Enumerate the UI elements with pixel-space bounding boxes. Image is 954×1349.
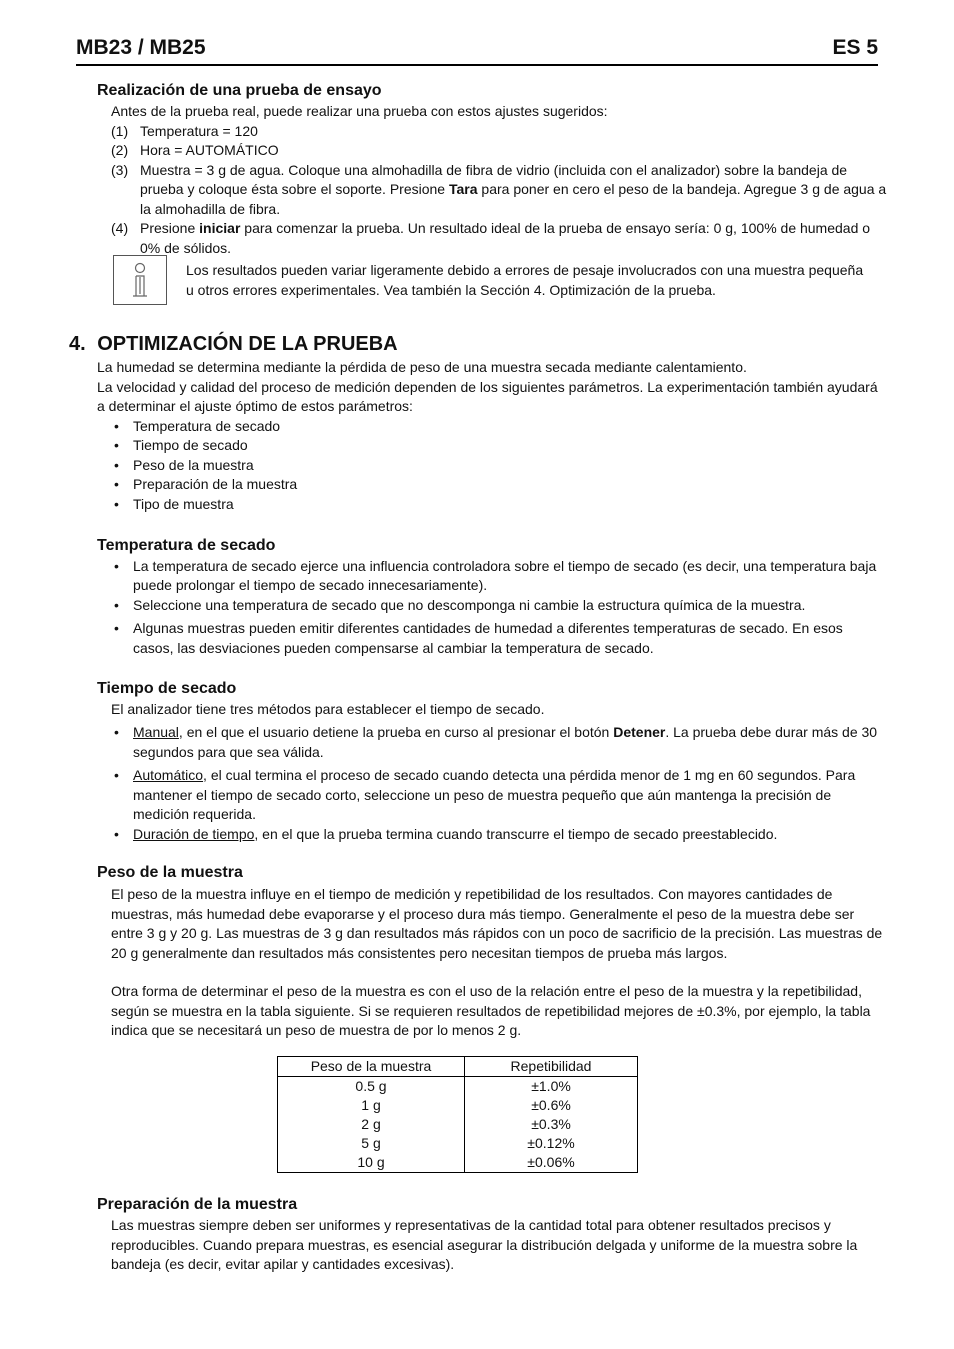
list-item: • Automático, el cual termina el proceso de secado cuando detecta una pérdida menor de 1 mg en 60 segundos. Para mantener el tiempo de secado corto, seleccione un peso de muestra pequeño que aún mantenga la precisión de medición requerida. [111, 766, 887, 825]
time-section [97, 679, 887, 699]
trial-step: (1) Temperatura = 120 [111, 122, 258, 139]
table-row: 10 g ±0.06% [278, 1153, 638, 1173]
section-number: 4. [69, 333, 86, 355]
repeatability-table [277, 1056, 638, 1173]
note-icon [113, 255, 167, 305]
trial-step: (4) Presione iniciar para comenzar la prueba. Un resultado ideal de la prueba de ensayo sería: 0 g, 100% de humedad o 0% de sólidos. [111, 220, 871, 256]
table-row: 0.5 g ±1.0% [278, 1077, 638, 1097]
weight-section [97, 863, 887, 883]
weight-p2: Otra forma de determinar el peso de la muestra es con el uso de la relación entre el peso de la muestra y la repetibilidad, según se muestra en la tabla siguiente. Si se requieren resultados de repetibilidad mejores de ±0.3%, por ejemplo, la tabla indica que se necesitará un peso de muestra de por lo menos 2 g. [111, 983, 871, 1038]
trial-step: (3) Muestra = 3 g de agua. Coloque una almohadilla de fibra de vidrio (incluida con el analizador) sobre la bandeja de prueba y coloque ésta sobre el soporte. Presione Tara para poner en cero el peso de la bandeja. Agregue 3 g de agua a la almohadilla de fibra. [111, 161, 887, 217]
list-item: • Algunas muestras pueden emitir diferentes cantidades de humedad a diferentes temperaturas de secado. En esos casos, las desviaciones pueden compensarse al cambiar la temperatura de secado. [111, 619, 887, 658]
time-intro: El analizador tiene tres métodos para establecer el tiempo de secado. [111, 701, 545, 717]
prep-section [97, 1195, 887, 1215]
temp-section [97, 536, 887, 658]
list-item: • Temperatura de secado [111, 417, 887, 437]
list-item: • Manual, en el que el usuario detiene la prueba en curso al presionar el botón Detener. La prueba debe durar más de 30 segundos para que sea válida. [111, 723, 887, 762]
section4-p1: La humedad se determina mediante la pérdida de peso de una muestra secada mediante calentamiento. [97, 359, 747, 375]
page-header [76, 38, 878, 66]
table-row: 5 g ±0.12% [278, 1134, 638, 1153]
list-item: • La temperatura de secado ejerce una influencia controladora sobre el tiempo de secado (es decir, una temperatura baja puede prolongar el tiempo de secado innecesariamente). [111, 557, 887, 596]
weight-body [111, 885, 887, 1041]
trial-section [97, 81, 887, 101]
section4-p2: La velocidad y calidad del proceso de medición dependen de los siguientes parámetros. La experimentación también ayudará a determinar el ajuste óptimo de estos parámetros: [97, 378, 878, 414]
list-item: • Seleccione una temperatura de secado que no descomponga ni cambie la estructura química de la muestra. [111, 596, 887, 616]
repeatability-table-wrap [277, 1056, 638, 1173]
time-list [111, 723, 887, 844]
time-heading: Tiempo de secado [97, 680, 237, 697]
prep-heading: Preparación de la muestra [97, 1196, 298, 1213]
prep-p1: Las muestras siempre deben ser uniformes y representativas de la cantidad total para obtener resultados precisos y reproducibles. Cuando prepara muestras, es esencial asegurar la distribución delgada y uniforme de la muestra sobre la bandeja (es decir, evitar apilar y cantidades excesivas). [111, 1217, 858, 1272]
weight-p1: El peso de la muestra influye en el tiempo de medición y repetibilidad de los resultados. Con mayores cantidades de muestras, más humedad debe evaporarse y el proceso dura más tiempo. Generalmente el peso de la muestra debe ser entre 3 g y 20 g. Las muestras de 3 g dan resultados más rápidos con un poco de sacrificio de la precisión. Las muestras de 20 g generalmente dan resultados más consistentes pero necesitan tiempos de prueba más largos. [111, 886, 883, 961]
trial-body [111, 102, 887, 258]
trial-intro: Antes de la prueba real, puede realizar una prueba con estos ajustes sugeridos: [111, 103, 608, 119]
note-text: Los resultados pueden variar ligeramente debido a errores de pesaje involucrados con una muestra pequeña u otros errores experimentales. Vea también la Sección 4. Optimización de la prueba. [186, 262, 864, 298]
table-header: Repetibilidad [465, 1057, 638, 1077]
trial-steps [111, 122, 887, 259]
section-heading [69, 335, 889, 355]
table-row: 2 g ±0.3% [278, 1115, 638, 1134]
weight-heading: Peso de la muestra [97, 864, 243, 881]
temp-list [111, 557, 887, 659]
list-item: • Tipo de muestra [111, 495, 887, 515]
list-item: • Tiempo de secado [111, 436, 887, 456]
list-item: • Preparación de la muestra [111, 475, 887, 495]
time-methods [111, 723, 887, 844]
temp-heading: Temperatura de secado [97, 537, 276, 554]
section-title: OPTIMIZACIÓN DE LA PRUEBA [97, 333, 398, 355]
list-item: • Peso de la muestra [111, 456, 887, 476]
table-row: 1 g ±0.6% [278, 1096, 638, 1115]
trial-step: (2) Hora = AUTOMÁTICO [111, 142, 279, 158]
trial-heading: Realización de una prueba de ensayo [97, 82, 382, 99]
model-name: MB23 / MB25 [76, 36, 206, 59]
param-list [111, 417, 887, 515]
page-number: ES 5 [832, 36, 878, 59]
list-item: • Duración de tiempo, en el que la prueba termina cuando transcurre el tiempo de secado preestablecido. [111, 825, 887, 845]
section4-body [97, 358, 887, 514]
table-header: Peso de la muestra [278, 1057, 465, 1077]
